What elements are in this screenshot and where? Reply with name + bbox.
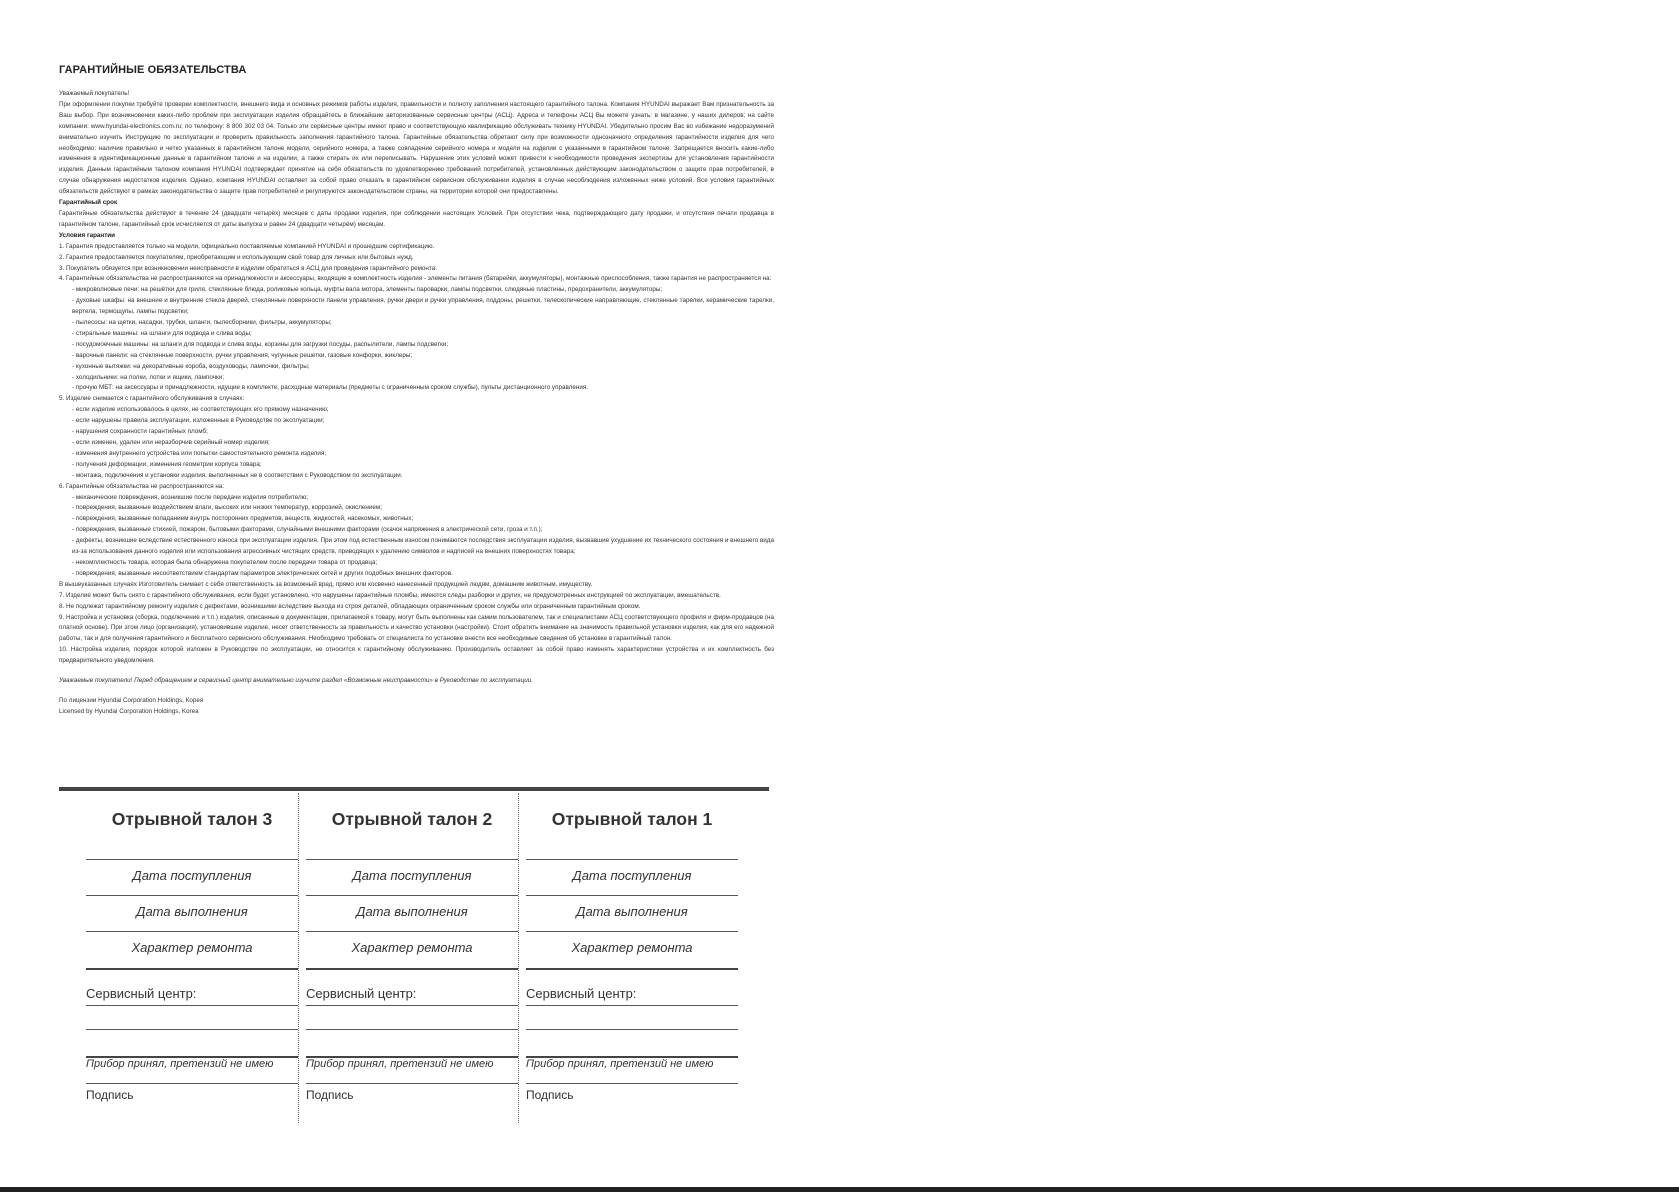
field-line [86, 1005, 298, 1006]
field-line [306, 931, 518, 932]
conditions-heading: Условия гарантии [59, 231, 116, 239]
condition-subitem: - повреждения, вызванные попаданием внутрь посторонних предметов, веществ, жидкостей, насекомых, животных; [72, 515, 414, 523]
service-center-label: Сервисный центр: [86, 986, 197, 1001]
condition-item: 4. Гарантийные обязательства не распространяются на принадлежности и аксессуары, входящие в комплектность изделия - элементы питания (батарейки, аккумуляторы), монтажные приспособления, также гарантия не распространяется на: [59, 275, 772, 283]
condition-subitem: - повреждения, вызванные стихией, пожаром, бытовыми факторами, случайными внешними факторами (скачок напряжения в электрической сети, гроза и т.п.); [72, 526, 543, 534]
field-line [306, 1083, 518, 1084]
date-received-label: Дата поступления [132, 868, 252, 883]
condition-subitem: - пылесосы: на щетки, насадки, трубки, шланги, пылесборники, фильтры, аккумуляторы; [72, 319, 332, 327]
warranty-document [59, 64, 774, 718]
field-line [306, 895, 518, 896]
field-line [526, 1029, 738, 1030]
coupon-title: Отрывной талон 1 [551, 809, 713, 829]
date-received-label: Дата поступления [572, 868, 692, 883]
signature-label: Подпись [86, 1088, 134, 1102]
intro-paragraph: При оформлении покупки требуйте проверки комплектности, внешнего вида и основных режимов работы изделия, правильности и полноту заполнения настоящего гарантийного талона. Компания HYUNDAI выражает Вам признательность за Ваш выбор. При возникновении каких-либо проблем при эксплуатации изделия обращайтесь в ближайшие авторизованные сервисные центры (АСЦ). Адреса и телефоны АСЦ Вы можете узнать: в магазине, у наших дилеров; на сайте компании: www.hyundai-electronics.com.ru; по телефону: 8 800 302 03 04. Только эти сервисные центры имеют право и соответствующую квалификацию обслуживать технику HYUNDAI. Убедительно просим Вас во избежание недоразумений внимательно изучить Инструкцию по эксплуатации и проверить правильность заполнения гарантийного талона. Гарантийные обязательства обретают силу при возможности однозначного определения гарантийности изделия для чего необходимо: наличие правильно и четко указанных в гарантийном талоне модели, серийного номера, а также совпадение серийного номера и модели на изделии с указанными в гарантийном талоне. Запрещается вносить какие-либо изменения в идентификационные данные в гарантийном талоне и на изделии, а также стирать их или переписывать. Нарушение этих условий может привести к необходимости проведения экспертизы для установления гарантийности изделия. Данным гарантийным талоном компания HYUNDAI подтверждает принятие на себя обязательств по удовлетворению требований потребителей, установленных действующим законодательством о защите прав потребителей, в случае обнаружения недостатков изделия. Однако, компания HYUNDAI оставляет за собой право отказать в гарантийном сервисном обслуживании изделия в случае несоблюдения изложенных ниже условий. Все условия гарантийных обязательств действуют в рамках законодательства о защите прав потребителей и регулируются законодательством страны, на территории которой они предоставлены. [59, 100, 774, 196]
condition-item: 10. Настройка изделия, порядок которой изложен в Руководстве по эксплуатации, не относится к гарантийному обслуживанию. Производитель оставляет за собой право изменять характеристики устройства и их комплектность без предварительного уведомления. [59, 646, 774, 665]
field-line [526, 859, 738, 860]
period-paragraph: Гарантийные обязательства действуют в течение 24 (двадцати четырёх) месяцев с даты продажи изделия, при соблюдении настоящих Условий. При отсутствии чека, подтверждающего дату продажи, и отсутствия печати продавца в гарантийном талоне, гарантийный срок исчисляется от даты выпуска и равен 24 (двадцати четырём) месяцам. [59, 209, 774, 228]
date-completed-label: Дата выполнения [136, 904, 248, 919]
condition-subitem: - холодильники: на полки, лотки и ящики, лампочки; [72, 373, 224, 381]
condition-subitem: - повреждения, вызванные несоответствием стандартам параметров электрических сетей и других подобных внешних факторов. [72, 569, 453, 577]
condition-item: 6. Гарантийные обязательства не распространяются на: [59, 482, 225, 490]
field-line [86, 931, 298, 932]
condition-subitem: - прочую МБТ: на аксессуары и принадлежности, идущие в комплекте, расходные материалы (предметы с ограниченным сроком службы), пульты дистанционного управления. [72, 384, 589, 392]
document-title: ГАРАНТИЙНЫЕ ОБЯЗАТЕЛЬСТВА [59, 64, 247, 76]
field-line [86, 895, 298, 896]
customer-note: Уважаемые покупатели! Перед обращением в сервисный центр внимательно изучите раздел «Возможные неисправности» в Руководстве по эксплуатации. [59, 677, 533, 685]
tear-off-coupon [306, 793, 518, 1123]
condition-subitem: - некомплектность товара, которая была обнаружена покупателем после передачи товара от продавца; [72, 558, 378, 566]
condition-subitem: - если изделие использовалось в целях, не соответствующих его прямому назначению; [72, 406, 329, 414]
condition-subitem: - изменения внутреннего устройства или попытки самостоятельного ремонта изделия; [72, 449, 327, 457]
tear-off-coupon [526, 793, 738, 1123]
date-completed-label: Дата выполнения [356, 904, 468, 919]
condition-item: 3. Покупатель обязуется при возникновении неисправности в изделии обратиться в АСЦ для проведения гарантийного ремонта. [59, 264, 437, 272]
field-line [86, 968, 298, 970]
condition-subitem: - микроволновые печи: на решётки для гриля, стеклянные блюда, роликовые кольца, муфты вала мотора, элементы пароварки, лампы подсветки, слюдяные пластины, предохранители, аккумуляторы; [72, 286, 663, 294]
coupon-title: Отрывной талон 2 [331, 809, 493, 829]
service-center-label: Сервисный центр: [306, 986, 417, 1001]
field-line [306, 1029, 518, 1030]
license-en: Licensed by Hyundai Corporation Holdings, Korea [59, 707, 199, 715]
tear-line [518, 793, 519, 1123]
coupon-top-rule [59, 787, 769, 791]
field-line [526, 1005, 738, 1006]
license-ru: По лицензии Hyundai Corporation Holdings, Корея [59, 696, 204, 704]
condition-subitem: - посудомоечные машины: на шланги для подвода и слива воды, корзины для загрузки посуды, распылители, лампы подсветки; [72, 340, 449, 348]
condition-subitem: - варочные панели: на стеклянные поверхности, ручки управления, чугунные решетки, газовые конфорки, жиклеры; [72, 351, 413, 359]
condition-subitem: - стиральные машины: на шланги для подвода и слива воды; [72, 329, 252, 337]
coupon-title: Отрывной талон 3 [111, 809, 273, 829]
greeting: Уважаемый покупатель! [59, 90, 130, 97]
tear-line [298, 793, 299, 1123]
condition-subitem: - нарушения сохранности гарантийных пломб; [72, 428, 208, 436]
repair-type-label: Характер ремонта [571, 940, 693, 955]
accepted-label: Прибор принял, претензий не имею [86, 1058, 274, 1070]
field-line [86, 859, 298, 860]
condition-subitem: - кухонные вытяжки: на декоративные короба, воздуховоды, лампочки, фильтры; [72, 362, 310, 370]
condition-subitem: - если нарушены правила эксплуатации, изложенные в Руководстве по эксплуатации; [72, 417, 325, 425]
condition-item: 5. Изделие снимается с гарантийного обслуживания в случаях: [59, 395, 245, 403]
date-received-label: Дата поступления [352, 868, 472, 883]
field-line [86, 1083, 298, 1084]
accepted-label: Прибор принял, претензий не имею [526, 1058, 714, 1070]
condition-item: 8. Не подлежат гарантийному ремонту изделия с дефектами, возникшими вследствие выхода из строя деталей, обладающих ограниченным сроком службы или ограниченным гарантийным сроком. [59, 602, 641, 610]
repair-type-label: Характер ремонта [351, 940, 473, 955]
field-line [526, 968, 738, 970]
field-line [526, 895, 738, 896]
field-line [86, 1029, 298, 1030]
period-heading: Гарантийный срок [59, 199, 118, 207]
condition-subitem: - повреждения, вызванные воздействием влаги, высоких или низких температур, коррозией, окислением; [72, 504, 382, 512]
field-line [526, 931, 738, 932]
signature-label: Подпись [526, 1088, 574, 1102]
date-completed-label: Дата выполнения [576, 904, 688, 919]
condition-item: 9. Настройка и установка (сборка, подключение и т.п.) изделия, описанные в документации, прилагаемой к товару, могут быть выполнены как самим пользователем, так и специалистами АСЦ соответствующего профиля и фирм-продавцов (на платной основе). При этом лицо (организация), установившее изделие, несет ответственность за правильность и качество установки (настройки). Стоит обратить внимание на значимость правильной установки изделия, как для его надежной работы, так и для получения гарантийного и бесплатного сервисного обслуживания. Необходимо требовать от специалиста по установке внести все необходимые сведения об установке в гарантийный талон. [59, 613, 774, 643]
field-line [526, 1083, 738, 1084]
condition-item: 7. Изделие может быть снято с гарантийного обслуживания, если будет установлено, что нарушены гарантийные пломбы, имеются следы разборки и других, не предусмотренных инструкцией по эксплуатации, вмешательств. [59, 591, 721, 599]
condition-subitem: - духовые шкафы: на внешние и внутренние стекла дверей, стеклянные поверхности панели управления, ручки двери и ручки управления, поддоны, решетки, телескопические направляющие, стеклянные тарелки, керамические тарелки, вертела, термощупы, лампы подсветки; [72, 297, 774, 316]
field-line [306, 859, 518, 860]
field-line [306, 968, 518, 970]
condition-subitem: - если изменен, удален или неразборчив серийный номер изделия; [72, 439, 270, 446]
repair-type-label: Характер ремонта [131, 940, 253, 955]
condition-subitem: - монтажа, подключения и установки изделия, выполненных не в соответствии с Руководством по эксплуатации. [72, 471, 403, 479]
service-center-label: Сервисный центр: [526, 986, 637, 1001]
condition-item: В вышеуказанных случаях Изготовитель снимает с себя ответственность за возможный вред, прямо или косвенно нанесенный продукцией людям, домашним животным, имуществу. [59, 580, 593, 588]
signature-label: Подпись [306, 1088, 354, 1102]
bottom-edge [0, 1187, 1679, 1192]
accepted-label: Прибор принял, претензий не имею [306, 1058, 494, 1070]
condition-subitem: - получения деформации, изменения геометрии корпуса товара; [72, 460, 262, 468]
conditions-list [59, 242, 774, 667]
condition-item: 2. Гарантия предоставляется покупателям, приобретающим и использующим свой товар для личных или бытовых нужд. [59, 253, 414, 261]
field-line [306, 1005, 518, 1006]
condition-item: 1. Гарантия предоставляется только на модели, официально поставляемые компанией HYUNDAI и прошедшие сертификацию. [59, 242, 435, 250]
condition-subitem: - механические повреждения, возникшие после передачи изделия потребителю; [72, 493, 309, 501]
tear-off-coupon [86, 793, 298, 1123]
condition-subitem: - дефекты, возникшие вследствие естественного износа при эксплуатации изделия. При этом под естественным износом понимаются последствия эксплуатации изделия, вызвавшие ухудшение их технического состояния и внешнего вида из-за использования данного изделия или использования агрессивных чистящих средств, приводящих к удалению символов и надписей на внешних поверхностях товара; [72, 537, 774, 556]
